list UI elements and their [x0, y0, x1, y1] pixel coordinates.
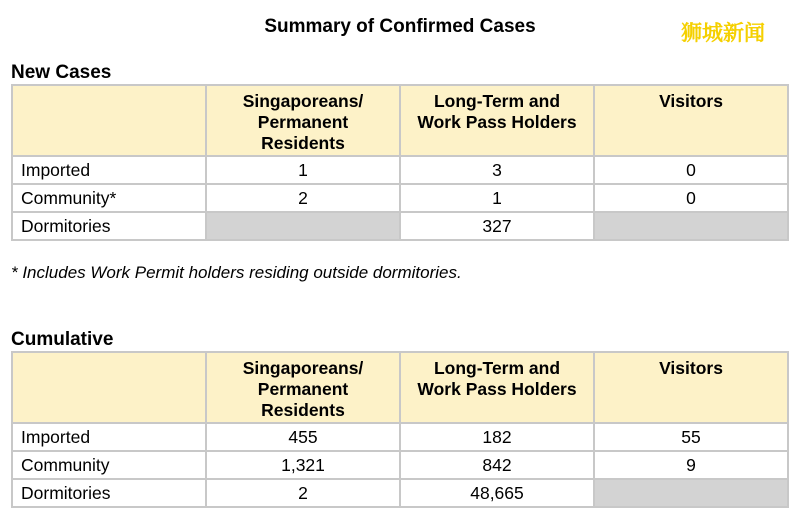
page-title: Summary of Confirmed Cases — [264, 16, 536, 37]
cell-sg-pr: 2 — [206, 184, 400, 212]
table-row — [12, 184, 788, 212]
header-empty — [12, 85, 206, 156]
row-label: Imported — [12, 423, 206, 451]
cell-sg-pr: 1 — [206, 156, 400, 184]
header-lt-wp: Long-Term and Work Pass Holders — [400, 85, 594, 156]
table-row — [12, 451, 788, 479]
cell-visitors: 0 — [594, 156, 788, 184]
footnote: * Includes Work Permit holders residing outside dormitories. — [11, 263, 462, 282]
header-visitors: Visitors — [594, 352, 788, 423]
watermark-logo: 狮城新闻 — [681, 21, 765, 45]
row-label: Community* — [12, 184, 206, 212]
row-label: Dormitories — [12, 479, 206, 507]
cell-lt-wp: 327 — [400, 212, 594, 240]
table-row — [12, 423, 788, 451]
cell-visitors-na — [594, 212, 788, 240]
header-visitors: Visitors — [594, 85, 788, 156]
header-lt-wp: Long-Term and Work Pass Holders — [400, 352, 594, 423]
cell-lt-wp: 1 — [400, 184, 594, 212]
header-empty — [12, 352, 206, 423]
cell-visitors: 9 — [594, 451, 788, 479]
table-row — [12, 156, 788, 184]
cell-visitors-na — [594, 479, 788, 507]
cell-sg-pr-na — [206, 212, 400, 240]
cumulative-table — [11, 351, 789, 508]
table-row — [12, 479, 788, 507]
table-header-row — [12, 85, 788, 156]
cumulative-heading: Cumulative — [11, 329, 114, 350]
cell-lt-wp: 3 — [400, 156, 594, 184]
table-row — [12, 212, 788, 240]
cell-sg-pr: 1,321 — [206, 451, 400, 479]
cell-lt-wp: 182 — [400, 423, 594, 451]
new-cases-heading: New Cases — [11, 62, 112, 83]
cell-visitors: 55 — [594, 423, 788, 451]
header-sg-pr: Singaporeans/ Permanent Residents — [206, 85, 400, 156]
cell-sg-pr: 455 — [206, 423, 400, 451]
cell-lt-wp: 842 — [400, 451, 594, 479]
row-label: Dormitories — [12, 212, 206, 240]
cell-visitors: 0 — [594, 184, 788, 212]
table-header-row — [12, 352, 788, 423]
row-label: Imported — [12, 156, 206, 184]
header-sg-pr: Singaporeans/ Permanent Residents — [206, 352, 400, 423]
cell-sg-pr: 2 — [206, 479, 400, 507]
cell-lt-wp: 48,665 — [400, 479, 594, 507]
new-cases-table — [11, 84, 789, 241]
row-label: Community — [12, 451, 206, 479]
